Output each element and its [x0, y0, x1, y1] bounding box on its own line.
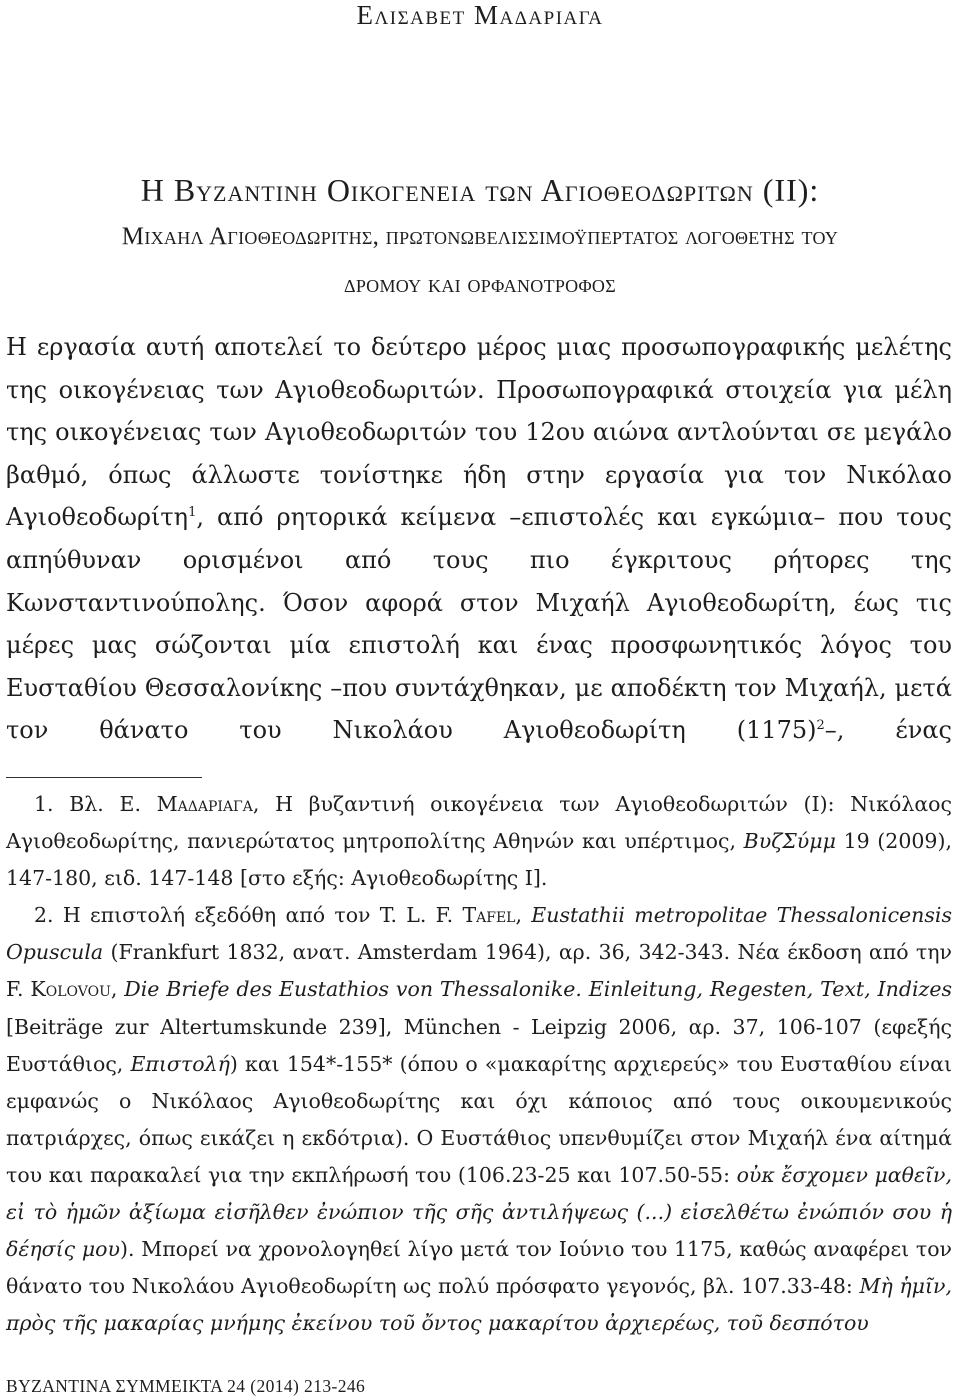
fn2-text-e: (Frankfurt 1832, ανατ. Amsterdam 1964), αρ. 36, 342-343. Νέα έκδοση από την F.	[6, 940, 952, 1002]
fn2-quote-1: οὐκ ἔσχομεν μαθεῖν, εἰ τὸ ἡμῶν ἀξίωμα εἰσῆλθεν ἐνώπιον τῆς σῆς ἀντιλήψεως (...) εἰσελθέτω ἐνώπιόν σου ἡ δέησίς μου	[6, 1162, 952, 1262]
title-line-3: δρομου και ορφανοτροφος	[343, 271, 617, 298]
footnote-ref-1[interactable]: 1	[188, 505, 197, 521]
body-part-2: , από ρητορικά κείμενα –επιστολές και εγκώμια– που τους απηύθυναν ορισμένοι από τους πιο έγκριτους ρήτορες της Κωνσταντινούπολης. Όσον αφορά στον Μιχαήλ Αγιοθεοδωρίτη, έως τις μέρες μας σώζονται μία επιστολή και ένας προσφωνητικός λόγος του Ευσταθίου Θεσσαλονίκης –που συντάχθηκαν, με αποδέκτη τον Μιχαήλ, μετά τον θάνατο του Νικολάου Αγιοθεοδωρίτη (1175)	[6, 503, 952, 745]
fn2-epistoli: Επιστολή	[130, 1051, 230, 1076]
fn2-text-k: ) και 154*-155* (όπου ο «μακαρίτης αρχιερεύς» του Ευσταθίου είναι εμφανώς ο Νικόλαος Αγιοθεοδωρίτης και όχι κάποιος από τους οικουμενικούς πατριάρχες, όπως εικάζει η εκδότρια). Ο Ευστάθιος υπενθυμίζει στον Μιχαήλ ένα αίτημά του και παρακαλεί για την εκπλήρωσή του (106.23-25 και 107.50-55:	[6, 1051, 952, 1187]
body-text	[6, 326, 952, 752]
fn2-text-i: [Beiträge zur Altertumskunde 239], München - Leipzig 2006, αρ. 37, 106-107 (εφεξής Ευστάθιος,	[6, 1014, 952, 1076]
fn2-title-briefe: Die Briefe des Eustathios von Thessalonike. Einleitung, Regesten, Text, Indizes	[124, 977, 952, 1002]
footnotes	[6, 786, 952, 1342]
footnote-1	[6, 786, 952, 897]
fn2-text-a: 2. Η επιστολή εξεδόθη από τον T. L. F.	[34, 903, 463, 928]
footnote-2	[6, 897, 952, 1342]
fn1-journal: ΒυζΣύμμ	[743, 829, 836, 854]
fn2-text-m: ). Μπορεί να χρονολογηθεί λίγο μετά τον Ιούνιο του 1175, καθώς αναφέρει τον θάνατο του Νικολάου Αγιοθεοδωρίτη ως πολύ πρόσφατο γεγονός, βλ. 107.33-48:	[6, 1237, 953, 1299]
body-part-3: –, ένας	[824, 716, 952, 745]
fn1-text-a: 1. Βλ. Ε.	[34, 792, 157, 816]
footnote-ref-2[interactable]: 2	[816, 718, 825, 734]
author-name: Ελισαβετ Μαδαριαγα	[356, 0, 604, 30]
title-line-1: Η Βυζαντινη Οικογενεια των Αγιοθεοδωριτων (ΙΙ):	[140, 172, 820, 208]
body-part-1: Η εργασία αυτή αποτελεί το δεύτερο μέρος μιας προσωπογραφικής μελέτης της οικογένειας των Αγιοθεοδωριτών. Προσωπογραφικά στοιχεία για μέλη της οικογένειας των Αγιοθεοδωριτών του 12ου αιώνα αντλούνται σε μεγάλο βαθμό, όπως άλλωστε τονίστηκε ήδη στην εργασία για τον Νικόλαο Αγιοθεοδωρίτη	[6, 333, 952, 532]
journal-footer: ΒΥΖΑΝΤΙΝΑ ΣΥΜΜΕΙΚΤΑ 24 (2014) 213-246	[6, 1376, 366, 1396]
fn1-author: Μαδαριαγα	[156, 792, 253, 816]
footnote-separator	[6, 777, 202, 778]
fn2-author-kolovou: Kolovou	[30, 977, 111, 1002]
fn2-author-tafel: Tafel	[462, 903, 516, 928]
fn1-text-c: , Η βυζαντινή οικογένεια των Αγιοθεοδωριτών (Ι): Νικόλαος Αγιοθεοδωρίτης, πανιερώτατος μητροπολίτης Αθηνών και υπέρτιμος,	[6, 792, 952, 854]
title-line-2: Μιχαηλ Αγιοθεοδωριτης, πρωτονωβελισσιμοϋπερτατος λογοθετης του	[121, 223, 839, 250]
fn2-quote-2: Μὴ ἡμῖν, πρὸς τῆς μακαρίας μνήμης ἐκείνου τοῦ ὄντος μακαρίτου ἀρχιερέως, τοῦ δεσπότου	[6, 1274, 952, 1336]
fn2-text-g: ,	[110, 977, 125, 1002]
fn2-text-c: ,	[515, 903, 532, 928]
article-title	[0, 168, 960, 308]
fn2-title-opuscula: Eustathii metropolitae Thessalonicensis Opuscula	[6, 903, 952, 965]
fn1-text-e: 19 (2009), 147-180, ειδ. 147-148 [στο εξής: Αγιοθεοδωρίτης Ι].	[6, 829, 952, 891]
